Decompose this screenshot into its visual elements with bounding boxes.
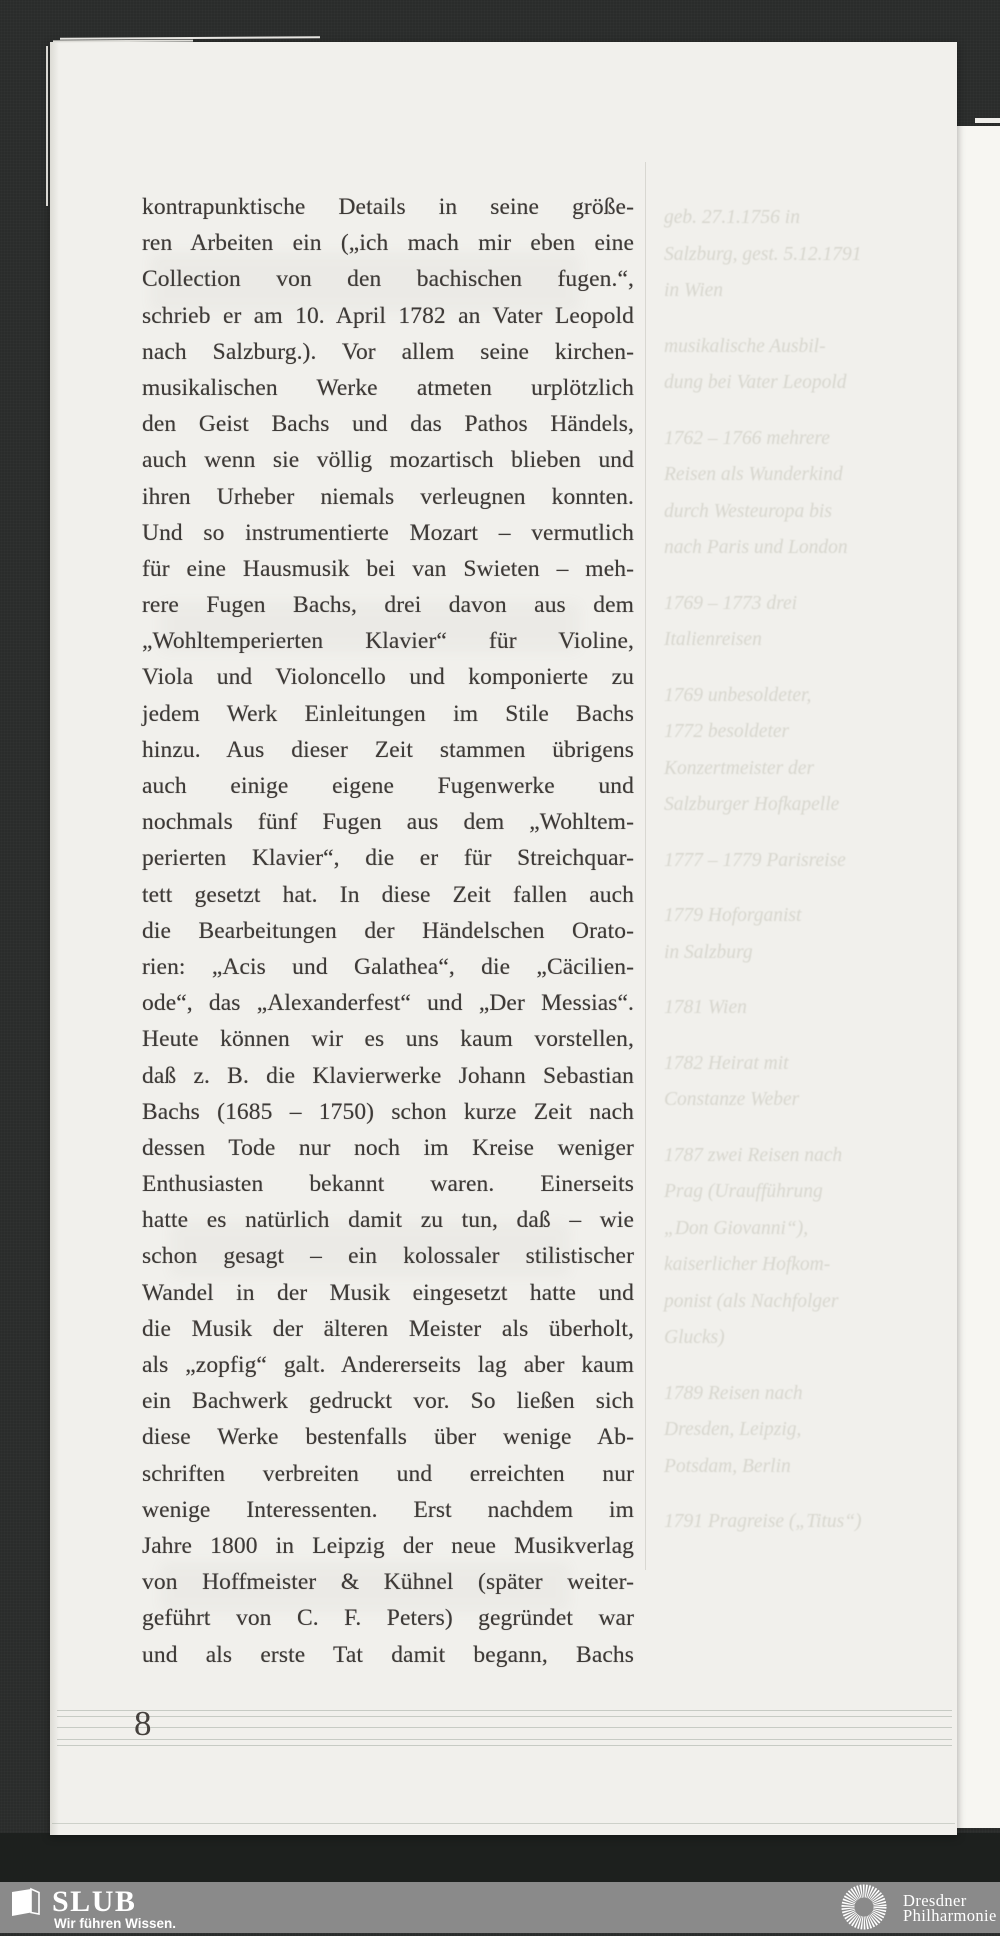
text-line: rien: „Acis und Galathea“, die „Cäcilien-	[142, 953, 634, 980]
text-line: Wandel in der Musik eingesetzt hatte und	[142, 1279, 634, 1306]
margin-note: musikalische Ausbil- dung bei Vater Leopold	[664, 335, 847, 393]
text-line: als „zopfig“ galt. Andererseits lag aber kaum	[142, 1352, 634, 1378]
staff-line	[57, 1710, 952, 1711]
page-number: 8	[134, 1704, 152, 1743]
text-line: hatte es natürlich damit zu tun, daß – wie	[142, 1207, 634, 1234]
staff-line	[57, 1716, 952, 1717]
text-line: ode“, das „Alexanderfest“ und „Der Messias“.	[142, 990, 634, 1017]
margin-note: 1787 zwei Reisen nach Prag (Uraufführung „Don Giovanni“), kaiserlicher Hofkom- ponist (als Nachfolger Glucks)	[664, 1144, 843, 1348]
dresdner-philharmonie-logo-text	[903, 1893, 997, 1923]
margin-note: 1782 Heirat mit Constanze Weber	[664, 1052, 800, 1110]
text-line: und als erste Tat damit begann, Bachs	[142, 1641, 634, 1668]
text-line: tett gesetzt hat. In diese Zeit fallen auch	[142, 881, 634, 908]
text-line: den Geist Bachs und das Pathos Händels,	[142, 411, 634, 438]
text-line: nochmals fünf Fugen aus dem „Wohltem-	[142, 809, 634, 836]
text-line: ein Bachwerk gedruckt vor. So ließen sich	[142, 1388, 634, 1415]
text-line: daß z. B. die Klavierwerke Johann Sebastian	[142, 1062, 634, 1089]
page-bottom-rule	[52, 1823, 955, 1824]
text-line: auch einige eigene Fugenwerke und	[142, 773, 634, 799]
text-line: Bachs (1685 – 1750) schon kurze Zeit nach	[142, 1098, 634, 1125]
text-line: für eine Hausmusik bei van Swieten – meh-	[142, 555, 634, 582]
dresdner-philharmonie-sunburst-icon	[840, 1883, 888, 1936]
text-line: wenige Interessenten. Erst nachdem im	[142, 1496, 634, 1523]
margin-note: 1777 – 1779 Parisreise	[664, 849, 846, 871]
text-line: jedem Werk Einleitungen im Stile Bachs	[142, 700, 634, 727]
text-line: hinzu. Aus dieser Zeit stammen übrigens	[142, 736, 634, 763]
dp-line2: Philharmonie	[903, 1906, 997, 1925]
staff-line	[57, 1745, 952, 1746]
margin-note: 1779 Hoforganist in Salzburg	[664, 905, 802, 963]
margin-column-rule	[645, 162, 646, 1570]
text-line: Jahre 1800 in Leipzig der neue Musikverlag	[142, 1532, 634, 1559]
text-line: die Bearbeitungen der Händelschen Orato-	[142, 917, 634, 944]
margin-note: 1791 Pragreise („Titus“)	[664, 1511, 862, 1532]
text-line: perierten Klavier“, die er für Streichquar-	[142, 845, 634, 872]
text-line: diese Werke bestenfalls über wenige Ab-	[142, 1424, 634, 1451]
text-line: die Musik der älteren Meister als überholt,	[142, 1315, 634, 1342]
margin-note: 1762 – 1766 mehrere Reisen als Wunderkind durch Westeuropa bis nach Paris und London	[664, 427, 848, 558]
text-line: „Wohltemperierten Klavier“ für Violine,	[142, 628, 634, 655]
text-line: Enthusiasten bekannt waren. Einerseits	[142, 1171, 634, 1198]
text-line: ren Arbeiten ein („ich mach mir eben eine	[142, 230, 634, 257]
margin-note: geb. 27.1.1756 in Salzburg, gest. 5.12.1791 in Wien	[664, 207, 862, 301]
text-line: schrieb er am 10. April 1782 an Vater Leopold	[142, 302, 634, 329]
scanned-page	[50, 42, 957, 1835]
next-page-edge-sliver	[975, 118, 1000, 123]
text-line: nach Salzburg.). Vor allem seine kirchen-	[142, 338, 634, 365]
slub-logo-text: SLUB	[52, 1885, 137, 1918]
next-page-edge	[955, 126, 1000, 1828]
text-line: ihren Urheber niemals verleugnen konnten.	[142, 483, 634, 510]
text-line: Und so instrumentierte Mozart – vermutlich	[142, 519, 634, 546]
margin-note: 1769 – 1773 drei Italienreisen	[664, 592, 798, 650]
stacked-sheet-edge	[53, 40, 193, 43]
viewer-footer-bar	[0, 1882, 1000, 1933]
staff-line	[57, 1727, 952, 1728]
margin-note: 1781 Wien	[664, 997, 747, 1018]
text-line: rere Fugen Bachs, drei davon aus dem	[142, 592, 634, 619]
page-text-column	[142, 189, 634, 1673]
stacked-sheet-edge	[46, 46, 48, 206]
text-line: schon gesagt – ein kolossaler stilistischer	[142, 1243, 634, 1270]
dp-line1: Dresdner	[903, 1891, 967, 1910]
text-line: geführt von C. F. Peters) gegründet war	[142, 1605, 634, 1632]
margin-note: 1789 Reisen nach Dresden, Leipzig, Potsdam, Berlin	[664, 1382, 803, 1477]
margin-note: 1769 unbesoldeter, 1772 besoldeter Konzertmeister der Salzburger Hofkapelle	[664, 684, 840, 815]
page-fore-edge	[50, 42, 59, 1835]
text-line: Collection von den bachischen fugen.“,	[142, 266, 634, 293]
text-line: Viola und Violoncello und komponierte zu	[142, 664, 634, 691]
staff-line	[57, 1739, 952, 1740]
text-line: musikalischen Werke atmeten urplötzlich	[142, 374, 634, 401]
text-line: von Hoffmeister & Kühnel (später weiter-	[142, 1569, 634, 1596]
text-line: kontrapunktische Details in seine größe-	[142, 194, 634, 220]
text-line: dessen Tode nur noch im Kreise weniger	[142, 1134, 634, 1161]
text-line: Heute können wir es uns kaum vorstellen,	[142, 1026, 634, 1053]
slub-tagline: Wir führen Wissen.	[54, 1916, 177, 1931]
margin-notes-column	[664, 200, 924, 1560]
slub-book-icon	[10, 1887, 42, 1924]
text-line: auch wenn sie völlig mozartisch blieben und	[142, 447, 634, 474]
text-line: schriften verbreiten und erreichten nur	[142, 1460, 634, 1487]
